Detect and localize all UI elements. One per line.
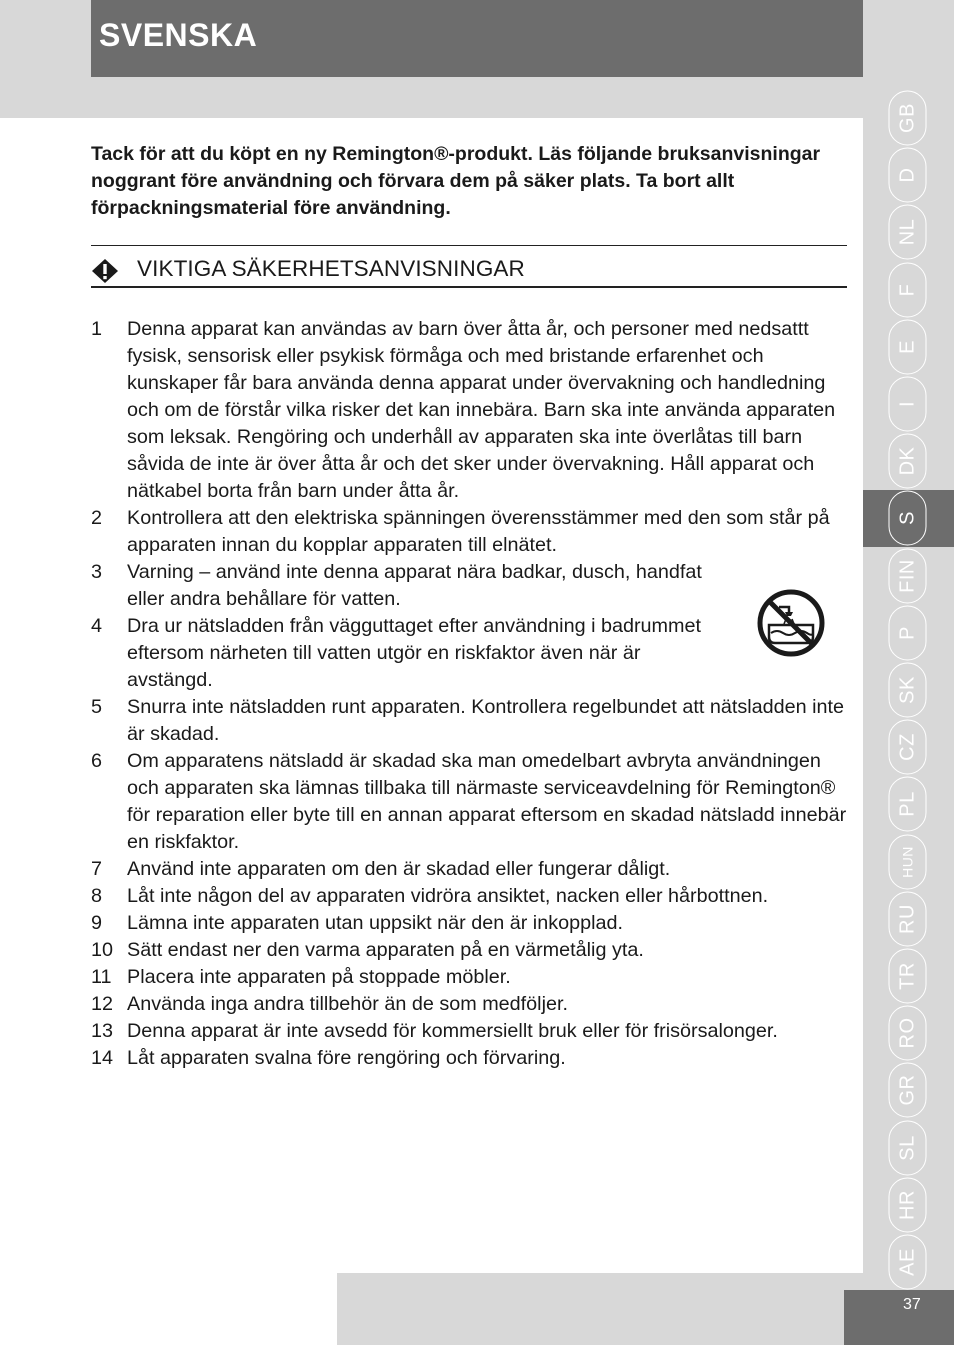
language-badge (889, 949, 927, 1004)
list-item-number: 5 (91, 696, 103, 718)
language-badge (889, 1006, 927, 1061)
language-tab-sk[interactable] (863, 662, 954, 719)
section-header (91, 245, 847, 288)
language-code: E (896, 339, 918, 354)
language-code: S (896, 511, 918, 526)
list-item-text: Låt apparaten svalna före rengöring och förvaring. (127, 1047, 566, 1069)
language-code: RO (896, 1017, 918, 1049)
language-badge (889, 491, 927, 546)
list-item-text: Om apparatens nätsladd är skadad ska man omedelbart avbryta användningen och apparaten ska lämnas tillbaka till närmaste serviceavdelning för Remington® för reparation eller byte till en annan apparat eftersom en skadad nätsladd innebär en riskfaktor. (127, 750, 847, 853)
language-code: I (896, 400, 918, 408)
language-code: SK (896, 676, 918, 704)
list-item (91, 964, 851, 991)
language-code: PL (896, 791, 918, 818)
language-code: CZ (896, 733, 918, 762)
language-badge (889, 777, 927, 832)
language-code: NL (896, 219, 918, 246)
language-code: FIN (896, 558, 918, 593)
language-tab-ro[interactable] (863, 1005, 954, 1062)
language-tab-sl[interactable] (863, 1120, 954, 1177)
language-tab-hr[interactable] (863, 1177, 954, 1234)
intro-text: Tack för att du köpt en ny Remington®-produkt. Läs följande bruksanvisningar noggrant före användning och förvara dem på säker plats. Ta bort allt förpackningsmaterial före användning. (91, 143, 821, 219)
list-item-number: 10 (91, 939, 114, 961)
list-item (91, 1045, 851, 1072)
list-item-text: Lämna inte apparaten utan uppsikt när den är inkopplad. (127, 912, 623, 934)
language-badge (889, 148, 927, 203)
language-tab-e[interactable] (863, 319, 954, 376)
warning-icon (91, 258, 119, 284)
list-item (91, 505, 851, 559)
list-item-number: 13 (91, 1020, 114, 1042)
list-item-number: 3 (91, 561, 103, 583)
list-item-number: 11 (91, 966, 112, 988)
list-item-number: 9 (91, 912, 103, 934)
list-item-number: 1 (91, 318, 103, 340)
language-tab-gb[interactable] (863, 90, 954, 147)
page-number-box (844, 1290, 954, 1345)
list-item-text: Snurra inte nätsladden runt apparaten. Kontrollera regelbundet att nätsladden inte är skadad. (127, 696, 845, 745)
list-item-text: Varning – använd inte denna apparat nära badkar, dusch, handfat eller andra behållare för vatten. (127, 561, 702, 610)
language-code: D (896, 167, 918, 183)
language-badge (889, 262, 927, 317)
language-tab-ru[interactable] (863, 891, 954, 948)
language-badge (889, 377, 927, 432)
list-item (91, 316, 851, 505)
language-tab-p[interactable] (863, 605, 954, 662)
list-item-text: Kontrollera att den elektriska spänningen överensstämmer med den som står på apparaten innan du kopplar apparaten till elnätet. (127, 507, 830, 556)
list-item-text: Denna apparat är inte avsedd för kommersiellt bruk eller för frisörsalonger. (127, 1020, 778, 1042)
language-code: HUN (899, 845, 916, 878)
language-tab-d[interactable] (863, 147, 954, 204)
language-tab-nl[interactable] (863, 204, 954, 261)
language-badge (889, 205, 927, 260)
language-badge (889, 548, 927, 603)
list-item-number: 7 (91, 858, 103, 880)
language-badge (889, 1063, 927, 1118)
list-item (91, 937, 851, 964)
list-item-number: 2 (91, 507, 103, 529)
language-badge (889, 605, 927, 660)
list-item (91, 748, 851, 856)
language-code: GR (896, 1074, 918, 1106)
list-item-text: Låt inte någon del av apparaten vidröra ansiktet, nacken eller hårbottnen. (127, 885, 769, 907)
language-badge (889, 1235, 927, 1290)
list-item-number: 6 (91, 750, 103, 772)
language-code: DK (896, 446, 918, 476)
language-tab-s[interactable] (863, 490, 954, 547)
list-item (91, 883, 851, 910)
list-item-number: 14 (91, 1047, 114, 1069)
language-badge (889, 663, 927, 718)
page-title: SVENSKA (91, 0, 863, 77)
page-number: 37 (903, 1296, 921, 1313)
list-item (91, 613, 707, 694)
list-item-number: 4 (91, 615, 103, 637)
language-code: GB (896, 103, 918, 133)
language-tab-pl[interactable] (863, 776, 954, 833)
language-tab-gr[interactable] (863, 1062, 954, 1119)
list-item-text: Använda inga andra tillbehör än de som medföljer. (127, 993, 568, 1015)
language-badge (889, 1120, 927, 1175)
language-badge (889, 834, 927, 889)
safety-list (91, 316, 851, 1072)
language-tab-dk[interactable] (863, 433, 954, 490)
language-code: AE (896, 1248, 918, 1276)
list-item (91, 559, 707, 613)
list-item (91, 991, 851, 1018)
list-item-number: 8 (91, 885, 103, 907)
language-tab-fin[interactable] (863, 548, 954, 605)
language-tab-f[interactable] (863, 262, 954, 319)
language-code: RU (896, 903, 918, 934)
language-badge (889, 91, 927, 146)
language-tab-hun[interactable] (863, 834, 954, 891)
list-item-text: Sätt endast ner den varma apparaten på en värmetålig yta. (127, 939, 644, 961)
language-tab-cz[interactable] (863, 719, 954, 776)
list-item-text: Använd inte apparaten om den är skadad eller fungerar dåligt. (127, 858, 671, 880)
section-title: VIKTIGA SÄKERHETSANVISNINGAR (137, 256, 525, 281)
language-badge (889, 319, 927, 374)
list-item (91, 1018, 851, 1045)
language-badge (889, 720, 927, 775)
list-item-text: Placera inte apparaten på stoppade möbler. (127, 966, 511, 988)
language-code: SL (896, 1134, 918, 1161)
language-code: P (896, 625, 918, 640)
list-item-text: Denna apparat kan användas av barn över åtta år, och personer med nedsattt fysisk, sensorisk eller psykisk förmåga och med bristande erfarenhet och kunskaper får bara använda denna apparat under övervakning och handledning och om de förstår vilka risker det kan innebära. Barn ska inte använda apparaten som leksak. Rengöring och underhåll av apparaten ska inte överlåtas till barn såvida de inte är över åtta år och det sker under övervakning. Håll apparat och nätkabel borta från barn under åtta år. (127, 318, 836, 502)
language-code: TR (896, 962, 918, 990)
language-tab-i[interactable] (863, 376, 954, 433)
list-item-text: Dra ur nätsladden från vägguttaget efter användning i badrummet eftersom närheten till vatten utgör en riskfaktor även när är avstängd. (127, 615, 702, 691)
language-badge (889, 891, 927, 946)
language-badge (889, 1177, 927, 1232)
no-water-bath-icon (755, 587, 827, 659)
list-item (91, 910, 851, 937)
language-tab-tr[interactable] (863, 948, 954, 1005)
list-item-number: 12 (91, 993, 114, 1015)
language-code: F (896, 283, 918, 296)
language-code: HR (896, 1189, 918, 1220)
language-tab-ae[interactable] (863, 1234, 954, 1291)
language-badge (889, 434, 927, 489)
list-item (91, 694, 851, 748)
list-item (91, 856, 851, 883)
